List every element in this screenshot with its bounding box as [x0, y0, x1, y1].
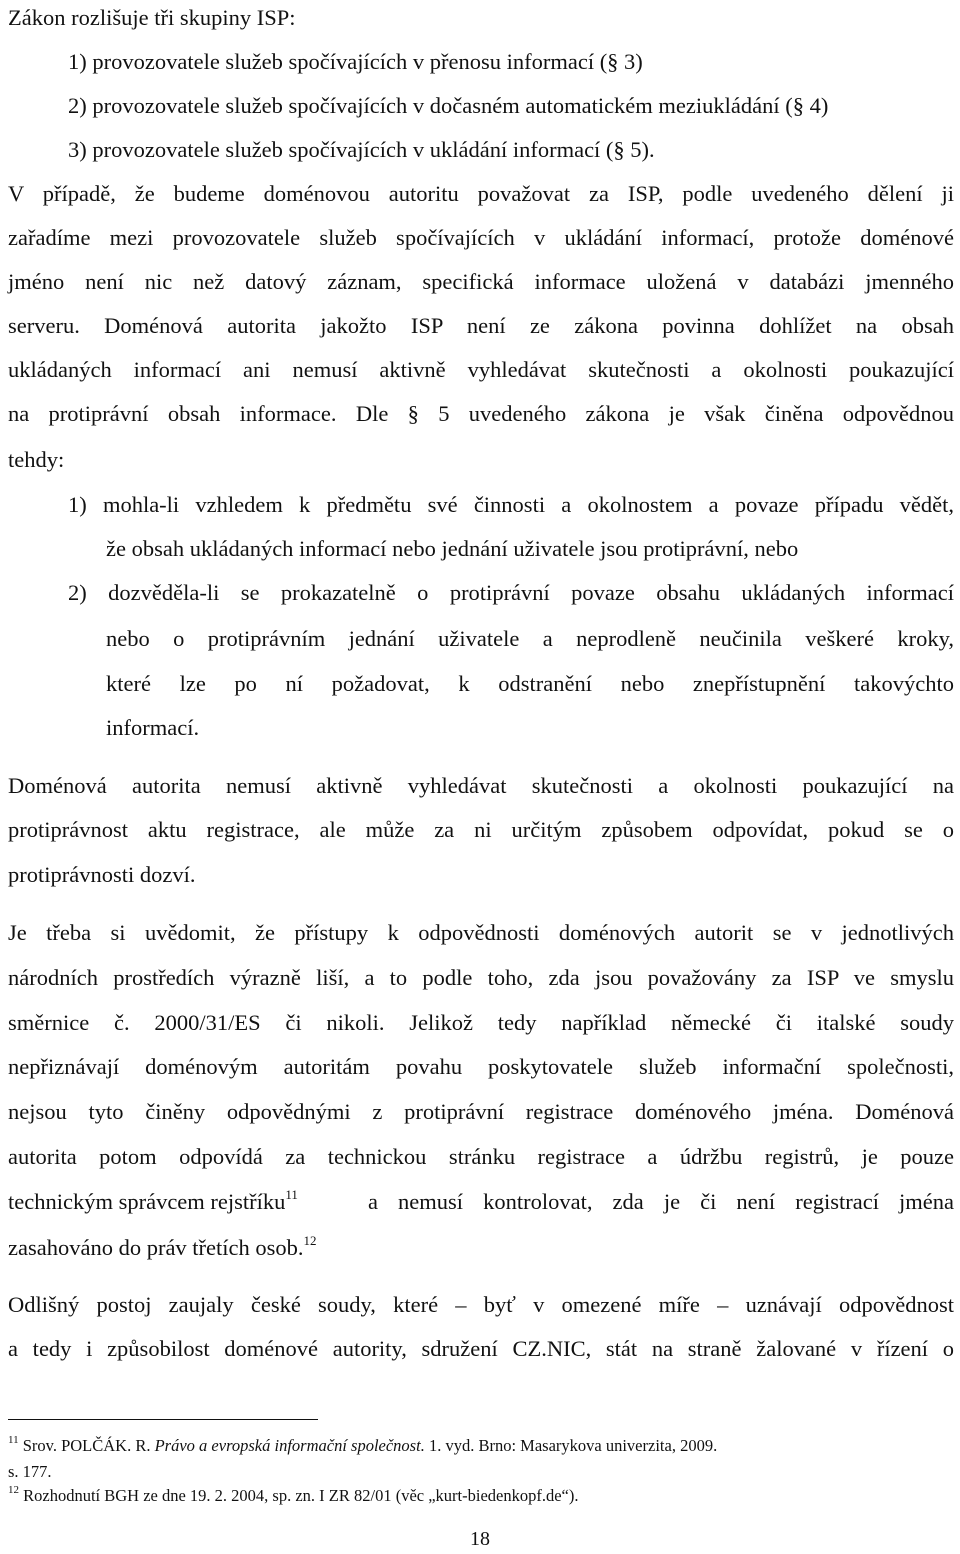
condition-2-cont: nebo o protiprávním jednání uživatele a neprodleně neučinila veškeré kroky, — [106, 626, 954, 651]
condition-1: 1) mohla-li vzhledem k předmětu své činnosti a okolnostem a povaze případu vědět, — [68, 492, 954, 517]
text-segment: zasahováno do práv třetích osob. — [8, 1235, 304, 1260]
text-segment: a nemusí kontrolovat, zda je či není registrací jména — [368, 1189, 954, 1214]
intro-line: Zákon rozlišuje tři skupiny ISP: — [8, 5, 296, 30]
text-line: nepřiznávají doménovým autoritám povahu poskytovatele služeb informační společnosti, — [8, 1054, 954, 1079]
text-line: protiprávnost aktu registrace, ale může za ni určitým způsobem odpovídat, pokud se o — [8, 817, 954, 842]
footnote-title: Právo a evropská informační společnost. — [154, 1436, 425, 1455]
text-line: protiprávnosti dozví. — [8, 862, 196, 887]
footnote-number: 11 — [8, 1433, 19, 1446]
condition-2-cont: které lze po ní požadovat, k odstranění nebo znepřístupnění takovýchto — [106, 671, 954, 696]
footnote-mark: 12 — [303, 1232, 317, 1248]
text-line: ukládaných informací ani nemusí aktivně vyhledávat skutečnosti a okolnosti poukazující — [8, 357, 954, 382]
text-line: směrnice č. 2000/31/ES či nikoli. Jelikož tedy například německé či italské soudy — [8, 1010, 954, 1035]
text-line: jméno není nic než datový záznam, specifická informace uložená v databázi jmenného — [8, 269, 954, 294]
text-line: serveru. Doménová autorita jakožto ISP není ze zákona povinna dohlížet na obsah — [8, 313, 954, 338]
text-line: zařadíme mezi provozovatele služeb spočívajících v ukládání informací, protože doménové — [8, 225, 954, 250]
footnote-text: 1. vyd. Brno: Masarykova univerzita, 2009. — [424, 1436, 718, 1455]
footnote-11-cont: s. 177. — [8, 1462, 52, 1481]
text-line — [8, 1233, 317, 1263]
footnote-12 — [8, 1483, 579, 1506]
text-line: V případě, že budeme doménovou autoritu považovat za ISP, podle uvedeného dělení ji — [8, 181, 954, 206]
text-line: nejsou tyto činěny odpovědnými z protiprávní registrace doménového jména. Doménová — [8, 1099, 954, 1124]
text-line: národních prostředích výrazně liší, a to podle toho, zda jsou považovány za ISP ve smyslu — [8, 965, 954, 990]
condition-1-cont: že obsah ukládaných informací nebo jednání uživatele jsou protiprávní, nebo — [106, 536, 799, 561]
footnote-mark: 11 — [285, 1186, 298, 1202]
text-line — [8, 1187, 298, 1217]
text-segment: technickým správcem rejstříku — [8, 1189, 286, 1214]
page-number: 18 — [470, 1528, 490, 1550]
text-line: Odlišný postoj zaujaly české soudy, které – byť v omezené míře – uznávají odpovědnost — [8, 1292, 954, 1317]
footnote-separator — [8, 1419, 318, 1420]
text-line: Je třeba si uvědomit, že přístupy k odpovědnosti doménových autorit se v jednotlivých — [8, 920, 954, 945]
text-line: tehdy: — [8, 447, 65, 472]
text-line: na protiprávní obsah informace. Dle § 5 uvedeného zákona je však činěna odpovědnou — [8, 401, 954, 426]
list-item-2: 2) provozovatele služeb spočívajících v dočasném automatickém meziukládání (§ 4) — [68, 93, 829, 118]
text-line: autorita potom odpovídá za technickou stránku registrace a údržbu registrů, je pouze — [8, 1144, 954, 1169]
list-item-3: 3) provozovatele služeb spočívajících v ukládání informací (§ 5). — [68, 137, 655, 162]
condition-2: 2) dozvěděla-li se prokazatelně o protiprávní povaze obsahu ukládaných informací — [68, 580, 954, 605]
condition-2-cont: informací. — [106, 715, 200, 740]
footnote-11 — [8, 1433, 718, 1456]
text-line: Doménová autorita nemusí aktivně vyhledávat skutečnosti a okolnosti poukazující na — [8, 773, 954, 798]
footnote-text: Srov. POLČÁK. R. — [22, 1436, 155, 1455]
list-item-1: 1) provozovatele služeb spočívajících v přenosu informací (§ 3) — [68, 49, 643, 74]
text-line: a tedy i způsobilost doménové autority, sdružení CZ.NIC, stát na straně žalované v řízení o — [8, 1336, 954, 1361]
footnote-text: Rozhodnutí BGH ze dne 19. 2. 2004, sp. zn. I ZR 82/01 (věc „kurt-biedenkopf.de“). — [23, 1486, 579, 1505]
footnote-number: 12 — [8, 1483, 19, 1496]
